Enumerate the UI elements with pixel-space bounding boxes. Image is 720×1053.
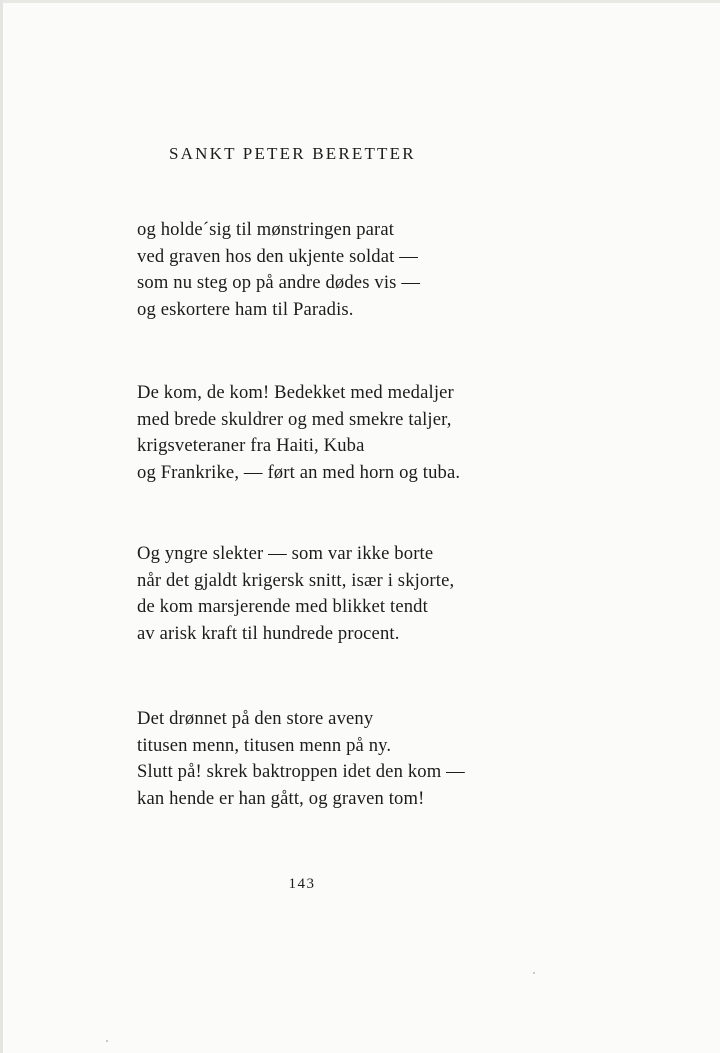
verse-line: De kom, de kom! Bedekket med medaljer bbox=[137, 382, 454, 403]
verse-line: Det drønnet på den store aveny bbox=[137, 708, 374, 729]
verse-line: som nu steg op på andre dødes vis — bbox=[137, 272, 421, 294]
verse-line: og Frankrike, — ført an med horn og tuba. bbox=[137, 462, 461, 484]
verse-line: og holde´sig til mønstringen parat bbox=[137, 219, 395, 240]
verse-line: titusen menn, titusen menn på ny. bbox=[137, 734, 392, 756]
page-number: 143 bbox=[288, 876, 316, 892]
verse-line: kan hende er han gått, og graven tom! bbox=[137, 788, 425, 810]
stanza-3 bbox=[137, 541, 454, 648]
stanza-1 bbox=[137, 217, 420, 324]
verse-line: Og yngre slekter — som var ikke borte bbox=[137, 543, 434, 564]
paper-speck bbox=[533, 972, 535, 974]
verse-line: og eskortere ham til Paradis. bbox=[137, 299, 354, 321]
verse-line: av arisk kraft til hundrede procent. bbox=[137, 623, 400, 645]
verse-line: de kom marsjerende med blikket tendt bbox=[137, 596, 428, 618]
verse-line: krigsveteraner fra Haiti, Kuba bbox=[137, 435, 365, 457]
stanza-4 bbox=[137, 706, 465, 813]
running-head: SANKT PETER BERETTER bbox=[169, 144, 416, 163]
verse-line: Slutt på! skrek baktroppen idet den kom — bbox=[137, 761, 465, 783]
verse-line: med brede skuldrer og med smekre taljer, bbox=[137, 408, 452, 430]
stanza-2 bbox=[137, 380, 460, 487]
paper-speck bbox=[106, 1040, 108, 1042]
verse-line: ved graven hos den ukjente soldat — bbox=[137, 245, 418, 267]
verse-line: når det gjaldt krigersk snitt, især i skjorte, bbox=[137, 569, 455, 591]
